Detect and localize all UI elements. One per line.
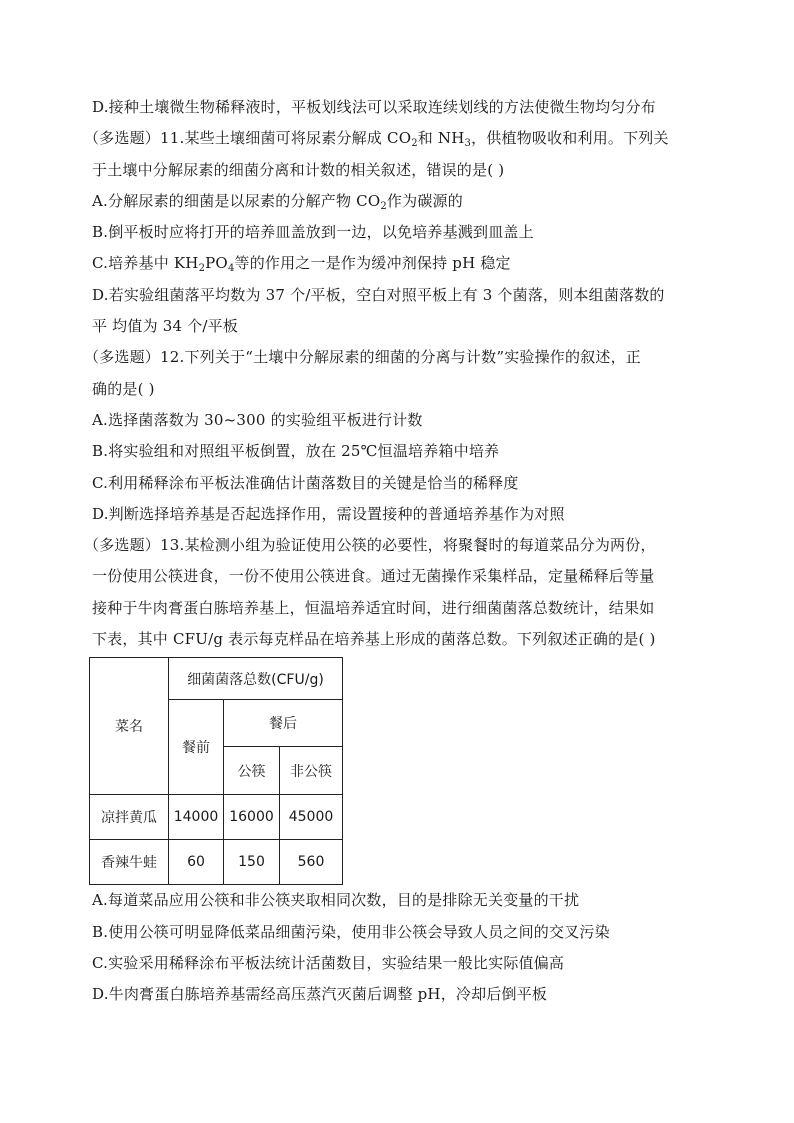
q11-option-c xyxy=(92,248,712,279)
q11-option-b: B.倒平板时应将打开的培养皿盖放到一边，以免培养基溅到皿盖上 xyxy=(92,223,534,242)
q11-option-a-text: 作为碳源的 xyxy=(386,191,463,210)
q11-stem-text: ，供植物吸收和利用。下列关 xyxy=(471,129,669,148)
q11-option-d-line2: 平 均值为 34 个/平板 xyxy=(92,317,239,336)
q12-stem-line2: 确的是( ) xyxy=(92,379,155,398)
q11-stem-text: （多选题）11.某些土壤细菌可将尿素分解成 CO xyxy=(84,129,412,148)
q13-option-a: A.每道菜品应用公筷和非公筷夹取相同次数，目的是排除无关变量的干扰 xyxy=(92,891,580,910)
q11-subscript: 3 xyxy=(464,138,472,150)
q11-subscript: 2 xyxy=(380,200,387,212)
q12-option-d: D.判断选择培养基是否起选择作用，需设置接种的普通培养基作为对照 xyxy=(92,504,565,523)
q13-option-d: D.牛肉膏蛋白胨培养基需经高压蒸汽灭菌后调整 pH，冷却后倒平板 xyxy=(92,985,548,1004)
q11-option-c-text: C.培养基中 KH xyxy=(92,254,199,273)
q11-subscript: 2 xyxy=(198,263,206,275)
q11-option-a xyxy=(92,186,712,217)
q11-stem-text: 和 NH xyxy=(417,129,465,148)
q13-stem-line2: 一份使用公筷进食，一份不使用公筷进食。通过无菌操作采集样品，定量稀释后等量 xyxy=(92,567,655,586)
table-row xyxy=(90,795,343,840)
table-cell-before: 60 xyxy=(169,840,224,885)
table-cell-name: 凉拌黄瓜 xyxy=(90,795,169,840)
q11-subscript: 2 xyxy=(411,138,418,150)
table-header-after: 餐后 xyxy=(224,700,343,747)
q11-subscript: 4 xyxy=(227,263,235,275)
q12-option-c: C.利用稀释涂布平板法准确估计菌落数目的关键是恰当的稀释度 xyxy=(92,473,519,492)
q12-option-b: B.将实验组和对照组平板倒置，放在 25℃恒温培养箱中培养 xyxy=(92,442,500,461)
q12-stem-line1: （多选题）12.下列关于“土壤中分解尿素的细菌的分离与计数”实验操作的叙述，正 xyxy=(84,348,641,367)
table-cell-gk: 150 xyxy=(224,840,280,885)
q11-stem-line2: 于土壤中分解尿素的细菌分离和计数的相关叙述，错误的是( ) xyxy=(92,160,505,179)
table-row xyxy=(90,840,343,885)
q13-stem-line3: 接种于牛肉膏蛋白胨培养基上，恒温培养适宜时间，进行细菌菌落总数统计，结果如 xyxy=(92,598,655,617)
table-header-non-public-chopsticks: 非公筷 xyxy=(280,747,343,795)
table-cell-name: 香辣牛蛙 xyxy=(90,840,169,885)
table-cell-gk: 16000 xyxy=(224,795,280,840)
table-header-before: 餐前 xyxy=(169,700,224,795)
q11-option-c-text: 等的作用之一是作为缓冲剂保持 pH 稳定 xyxy=(234,254,511,273)
table-cell-fgk: 560 xyxy=(280,840,343,885)
q13-stem-line1: （多选题）13.某检测小组为验证使用公筷的必要性，将聚餐时的每道菜品分为两份， xyxy=(84,536,656,555)
q13-option-c: C.实验采用稀释涂布平板法统计活菌数目，实验结果一般比实际值偏高 xyxy=(92,953,565,972)
q11-stem-line1 xyxy=(84,123,712,154)
table-cell-fgk: 45000 xyxy=(280,795,343,840)
bacteria-count-table xyxy=(89,657,343,885)
q12-option-a: A.选择菌落数为 30~300 的实验组平板进行计数 xyxy=(92,410,423,429)
q13-option-b: B.使用公筷可明显降低菜品细菌污染，使用非公筷会导致人员之间的交叉污染 xyxy=(92,922,610,941)
table-header-total: 细菌菌落总数(CFU/g) xyxy=(169,658,343,700)
table-header-name: 菜名 xyxy=(90,658,169,795)
q11-option-c-text: PO xyxy=(205,254,228,273)
table-cell-before: 14000 xyxy=(169,795,224,840)
q13-stem-line4: 下表，其中 CFU/g 表示每克样品在培养基上形成的菌落总数。下列叙述正确的是( ) xyxy=(92,630,656,649)
q11-option-d-line1: D.若实验组菌落平均数为 37 个/平板，空白对照平板上有 3 个菌落，则本组菌落数的 xyxy=(92,285,665,304)
q11-option-a-text: A.分解尿素的细菌是以尿素的分解产物 CO xyxy=(92,191,381,210)
table-header-public-chopsticks: 公筷 xyxy=(224,747,280,795)
q10-option-d: D.接种土壤微生物稀释液时，平板划线法可以采取连续划线的方法使微生物均匀分布 xyxy=(92,98,656,116)
document-page xyxy=(84,92,712,1011)
